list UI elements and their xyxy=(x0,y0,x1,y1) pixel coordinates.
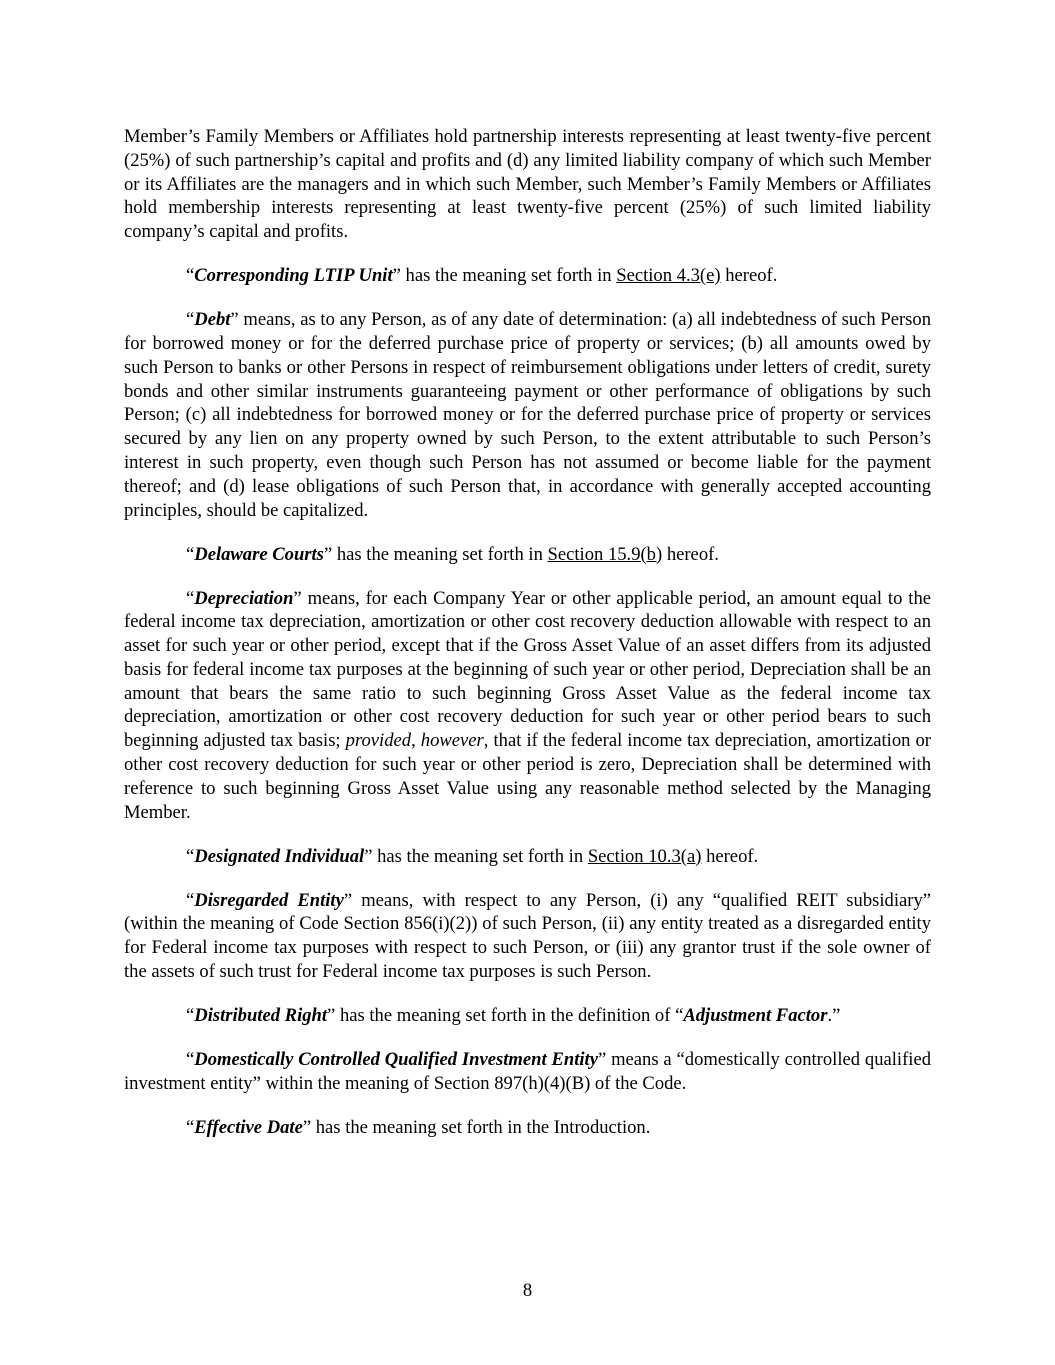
paragraph-text: “ xyxy=(186,1116,195,1138)
paragraph-text: “ xyxy=(186,1005,195,1027)
paragraph-text: ” has the meaning set forth in the definition of “ xyxy=(327,1005,684,1027)
defined-term: Effective Date xyxy=(194,1116,303,1138)
paragraph-text: “ xyxy=(186,265,195,287)
paragraph-text: “ xyxy=(186,309,195,331)
defined-term: Domestically Controlled Qualified Investment Entity xyxy=(194,1049,598,1070)
definition-paragraph xyxy=(124,1004,931,1028)
paragraph-text: ” has the meaning set forth in xyxy=(323,543,548,565)
paragraph-text: ” has the meaning set forth in xyxy=(392,265,617,287)
page-number: 8 xyxy=(522,1280,533,1301)
defined-term: Corresponding LTIP Unit xyxy=(194,265,393,287)
paragraph-text: “ xyxy=(186,889,195,911)
defined-term: Disregarded Entity xyxy=(194,889,344,911)
defined-term: Depreciation xyxy=(194,587,294,609)
paragraph-text: ” has the meaning set forth in the Introduction. xyxy=(302,1116,651,1138)
document-page xyxy=(124,125,931,1160)
section-reference-link[interactable]: Section 15.9(b) xyxy=(547,543,663,565)
defined-term: Designated Individual xyxy=(194,845,365,867)
section-reference-link[interactable]: Section 4.3(e) xyxy=(616,265,721,287)
paragraph-text: hereof. xyxy=(701,845,759,867)
paragraph-text: ” has the meaning set forth in xyxy=(364,845,588,867)
paragraph-text: , xyxy=(411,730,421,752)
definition-paragraph xyxy=(124,543,931,567)
paragraph-text: , that if the federal income tax depreciation, amortization or other cost recovery deduction for such year or other period is zero, Depreciation shall be determined with reference to such beginning Gross Asset Value using any reasonable method selected by the Managing Member. xyxy=(124,730,931,823)
paragraph-text: hereof. xyxy=(662,543,719,565)
definition-paragraph xyxy=(124,264,931,288)
paragraph-text: “ xyxy=(186,845,195,867)
defined-term: Debt xyxy=(194,309,231,331)
paragraph-text: .” xyxy=(827,1005,841,1027)
definition-paragraph xyxy=(124,125,931,244)
paragraph-text: ” means, for each Company Year or other applicable period, an amount equal to the federal income tax depreciation, amortization or other cost recovery deduction allowable with respect to an asset for such year or other period, except that if the Gross Asset Value of an asset differs from its adjusted basis for federal income tax purposes at the beginning of such year or other period, Depreciation shall be an amount that bears the same ratio to such beginning Gross Asset Value as the federal income tax depreciation, amortization or other cost recovery deduction for such year or other period bears to such beginning adjusted tax basis; xyxy=(124,587,931,752)
paragraph-text: “ xyxy=(186,543,195,565)
definition-paragraph xyxy=(124,845,931,869)
definition-paragraph xyxy=(124,889,931,984)
section-reference-link[interactable]: Section 10.3(a) xyxy=(587,845,702,867)
paragraph-text: however xyxy=(420,730,484,752)
paragraph-text: “ xyxy=(186,587,195,609)
defined-term: Delaware Courts xyxy=(194,543,324,565)
definition-paragraph xyxy=(124,587,931,825)
paragraph-text: “ xyxy=(186,1049,195,1070)
defined-term: Distributed Right xyxy=(194,1005,328,1027)
defined-term: Adjustment Factor xyxy=(683,1005,828,1027)
paragraph-text: Member’s Family Members or Affiliates hold partnership interests representing at least twenty-five percent (25%) of such partnership’s capital and profits and (d) any limited liability company of which such Member or its Affiliates are the managers and in which such Member, such Member’s Family Members or Affiliates hold membership interests representing at least twenty-five percent (25%) of such limited liability company’s capital and profits. xyxy=(124,126,931,243)
definition-paragraph xyxy=(124,308,931,522)
paragraph-text: ” means, with respect to any Person, (i) any “qualified REIT subsidiary” (within the meaning of Code Section 856(i)(2)) of such Person, (ii) any entity treated as a disregarded entity for Federal income tax purposes with respect to such Person, or (iii) any grantor trust if the sole owner of the assets of such trust for Federal income tax purposes is such Person. xyxy=(124,889,931,983)
definition-paragraph xyxy=(124,1048,931,1096)
paragraph-text: ” means, as to any Person, as of any date of determination: (a) all indebtedness of such Person for borrowed money or for the deferred purchase price of property or services; (b) all amounts owed by such Person to banks or other Persons in respect of reimbursement obligations under letters of credit, surety bonds and other similar instruments guaranteeing payment or other performance of obligations by such Person; (c) all indebtedness for borrowed money or for the deferred purchase price of property or services secured by any lien on any property owned by such Person, to the extent attributable to such Person’s interest in such property, even though such Person has not assumed or become liable for the payment thereof; and (d) lease obligations of such Person that, in accordance with generally accepted accounting principles, should be capitalized. xyxy=(124,309,931,521)
paragraph-text: hereof. xyxy=(720,265,778,287)
definition-paragraph xyxy=(124,1116,931,1140)
paragraph-text: provided xyxy=(345,730,412,752)
paragraph-text: ” means a “domestically controlled qualified investment entity” within the meaning of Section 897(h)(4)(B) of the Code. xyxy=(124,1049,931,1094)
